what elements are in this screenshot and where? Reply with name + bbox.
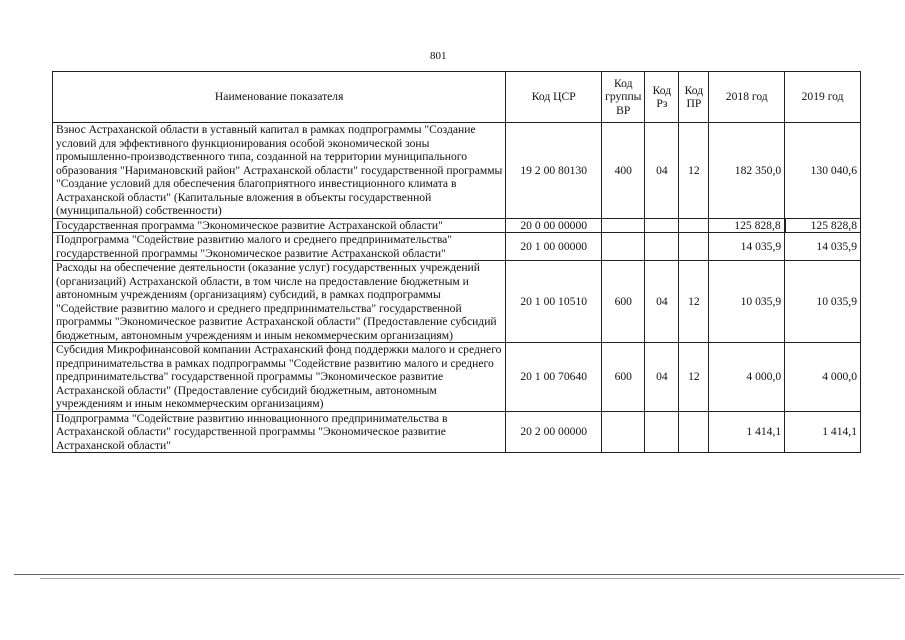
row-name: Субсидия Микрофинансовой компании Астраханский фонд поддержки малого и среднего предпринимательства в рамках подпрограммы "Содействие развитию малого и среднего предпринимательства" государственной программы "Экономическое развитие Астраханской области" (Предоставление субсидий бюджетным, автономным учреждениям и иным некоммерческим организациям)	[53, 343, 506, 412]
row-name: Подпрограмма "Содействие развитию инновационного предпринимательства в Астраханской области" государственной программы "Экономическое развитие Астраханской области"	[53, 411, 506, 453]
row-2019: 10 035,9	[785, 261, 861, 343]
page-bottom-rule-secondary	[40, 578, 900, 579]
row-2018: 125 828,8	[709, 218, 785, 233]
table-row	[53, 218, 861, 233]
table-row	[53, 411, 861, 453]
row-csr: 20 0 00 00000	[506, 218, 602, 233]
header-pr: Код ПР	[679, 72, 709, 123]
row-name: Государственная программа "Экономическое развитие Астраханской области"	[53, 218, 506, 233]
page-bottom-rule	[14, 574, 904, 575]
table-row	[53, 123, 861, 219]
row-vr	[602, 411, 645, 453]
row-csr: 20 1 00 70640	[506, 343, 602, 412]
row-rz	[645, 218, 679, 233]
row-pr: 12	[679, 261, 709, 343]
header-2019: 2019 год	[785, 72, 861, 123]
row-2019: 125 828,8	[785, 218, 861, 233]
row-pr	[679, 411, 709, 453]
page-number: 801	[430, 50, 447, 62]
row-vr: 600	[602, 261, 645, 343]
row-rz	[645, 411, 679, 453]
row-name: Подпрограмма "Содействие развитию малого и среднего предпринимательства" государственной программы "Экономическое развитие Астраханской области"	[53, 233, 506, 261]
header-csr: Код ЦСР	[506, 72, 602, 123]
row-2019: 14 035,9	[785, 233, 861, 261]
header-rz: Код Рз	[645, 72, 679, 123]
row-rz: 04	[645, 343, 679, 412]
header-name: Наименование показателя	[53, 72, 506, 123]
row-2018: 14 035,9	[709, 233, 785, 261]
row-2019: 1 414,1	[785, 411, 861, 453]
table-row	[53, 233, 861, 261]
row-csr: 19 2 00 80130	[506, 123, 602, 219]
header-vr: Код группы ВР	[602, 72, 645, 123]
row-csr: 20 1 00 10510	[506, 261, 602, 343]
row-vr: 600	[602, 343, 645, 412]
row-2018: 1 414,1	[709, 411, 785, 453]
row-vr	[602, 218, 645, 233]
row-pr	[679, 218, 709, 233]
row-name: Расходы на обеспечение деятельности (оказание услуг) государственных учреждений (организаций) Астраханской области, в том числе на предоставление бюджетным и автономным учреждениям (организациям) субсидий, в рамках подпрограммы "Содействие развитию малого и среднего предпринимательства" государственной программы "Экономическое развитие Астраханской области" (Предоставление субсидий бюджетным, автономным учреждениям и иным некоммерческим организациям)	[53, 261, 506, 343]
row-2019: 130 040,6	[785, 123, 861, 219]
row-2018: 182 350,0	[709, 123, 785, 219]
row-vr: 400	[602, 123, 645, 219]
row-csr: 20 2 00 00000	[506, 411, 602, 453]
row-csr: 20 1 00 00000	[506, 233, 602, 261]
header-2018: 2018 год	[709, 72, 785, 123]
table-row	[53, 261, 861, 343]
row-rz	[645, 233, 679, 261]
row-2018: 10 035,9	[709, 261, 785, 343]
table-row	[53, 343, 861, 412]
row-2019: 4 000,0	[785, 343, 861, 412]
row-2018: 4 000,0	[709, 343, 785, 412]
row-rz: 04	[645, 261, 679, 343]
row-name: Взнос Астраханской области в уставный капитал в рамках подпрограммы "Создание условий для эффективного функционирования особой экономической зоны промышленно-производственного типа, созданной на территории муниципального образования "Наримановский район" Астраханской области" государственной программы "Создание условий для обеспечения благоприятного инвестиционного климата в Астраханской области" (Капитальные вложения в объекты государственной (муниципальной) собственности)	[53, 123, 506, 219]
row-rz: 04	[645, 123, 679, 219]
row-pr	[679, 233, 709, 261]
budget-table	[52, 71, 861, 453]
row-vr	[602, 233, 645, 261]
row-pr: 12	[679, 123, 709, 219]
row-pr: 12	[679, 343, 709, 412]
table-header-row	[53, 72, 861, 123]
